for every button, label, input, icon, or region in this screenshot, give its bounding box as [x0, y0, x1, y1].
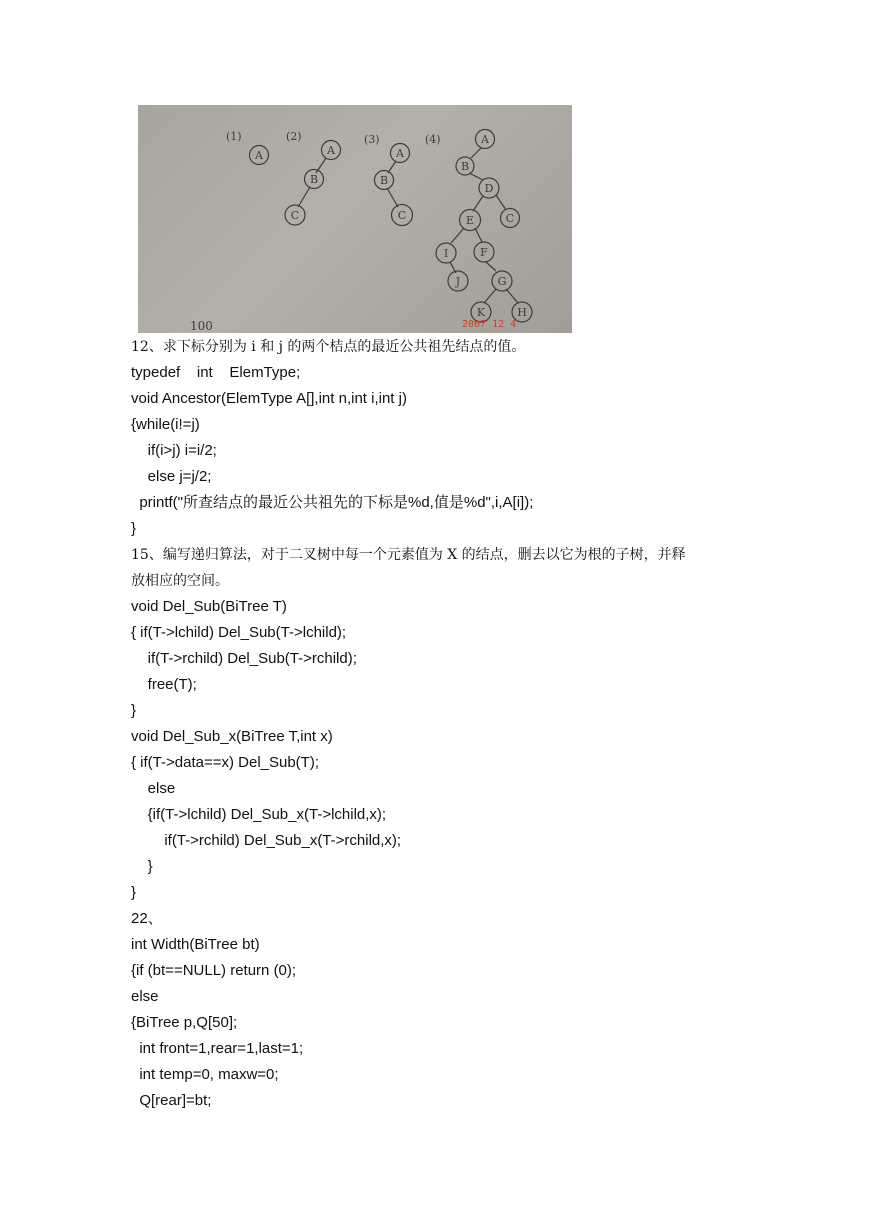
code-line: int Width(BiTree bt) — [131, 936, 260, 953]
code-line: {BiTree p,Q[50]; — [131, 1014, 238, 1031]
code-line: if(i>j) i=i/2; — [131, 442, 217, 459]
tree-node-label: K — [476, 306, 486, 319]
tree-node-label: A — [255, 149, 263, 162]
code-line: } — [131, 884, 137, 901]
tree-diagram-photo — [138, 105, 572, 333]
code-line: else j=j/2; — [131, 468, 212, 485]
question-12-heading: 12、求下标分别为 i 和 j 的两个桔点的最近公共祖先结点的值。 — [131, 339, 526, 355]
diagram-label-1: (1) — [226, 130, 242, 143]
code-line: int temp=0, maxw=0; — [131, 1066, 279, 1083]
date-stamp: 2007 12 4 — [462, 319, 517, 330]
code-line: if(T->rchild) Del_Sub(T->rchild); — [131, 650, 357, 667]
code-line: {if(T->lchild) Del_Sub_x(T->lchild,x); — [131, 806, 387, 823]
tree-diagram-sketch — [138, 105, 572, 333]
tree-node-label: D — [484, 182, 494, 195]
tree-node-label: H — [517, 306, 527, 319]
tree-node-label: A — [327, 144, 335, 157]
code-line: if(T->rchild) Del_Sub_x(T->rchild,x); — [131, 832, 402, 849]
code-line: {while(i!=j) — [131, 416, 200, 433]
code-line: free(T); — [131, 676, 197, 693]
code-line: { if(T->data==x) Del_Sub(T); — [131, 754, 319, 771]
diagram-label-3: (3) — [364, 133, 380, 146]
tree-node-label: A — [481, 133, 489, 146]
question-22-heading: 22、 — [131, 910, 163, 927]
tree-node-label: C — [397, 209, 407, 222]
code-line: {if (bt==NULL) return (0); — [131, 962, 297, 979]
code-line: int front=1,rear=1,last=1; — [131, 1040, 304, 1057]
code-line: typedef int ElemType; — [131, 364, 301, 381]
tree-node-label: B — [460, 160, 470, 173]
tree-node-label: E — [465, 214, 475, 227]
diagram-label-2: (2) — [286, 130, 302, 143]
tree-node-label: I — [443, 247, 449, 260]
code-line: else — [131, 780, 176, 797]
document-body — [131, 334, 751, 1114]
code-line: void Del_Sub_x(BiTree T,int x) — [131, 728, 333, 745]
code-line: { if(T->lchild) Del_Sub(T->lchild); — [131, 624, 347, 641]
diagram-label-4: (4) — [425, 133, 441, 146]
tree-node-label: B — [309, 173, 319, 186]
tree-node-label: F — [480, 246, 488, 259]
tree-node-label: C — [290, 209, 300, 222]
code-line: void Del_Sub(BiTree T) — [131, 598, 287, 615]
corner-note: 100 — [190, 319, 213, 333]
tree-node-label: C — [505, 212, 515, 225]
code-line: else — [131, 988, 159, 1005]
code-line: } — [131, 858, 153, 875]
code-line: Q[rear]=bt; — [131, 1092, 212, 1109]
code-line: void Ancestor(ElemType A[],int n,int i,int j) — [131, 390, 407, 407]
question-15-heading: 15、编写递归算法，对于二叉树中每一个元素值为 X 的结点，删去以它为根的子树，并释 — [131, 547, 686, 563]
tree-node-label: G — [497, 275, 507, 288]
code-line: printf("所查结点的最近公共祖先的下标是%d,值是%d",i,A[i]); — [131, 494, 534, 511]
code-line: } — [131, 702, 137, 719]
tree-node-label: J — [455, 275, 461, 288]
question-15-heading-cont: 放相应的空间。 — [131, 573, 229, 589]
code-line: } — [131, 520, 137, 537]
tree-node-label: B — [379, 174, 389, 187]
tree-node-label: A — [396, 147, 404, 160]
